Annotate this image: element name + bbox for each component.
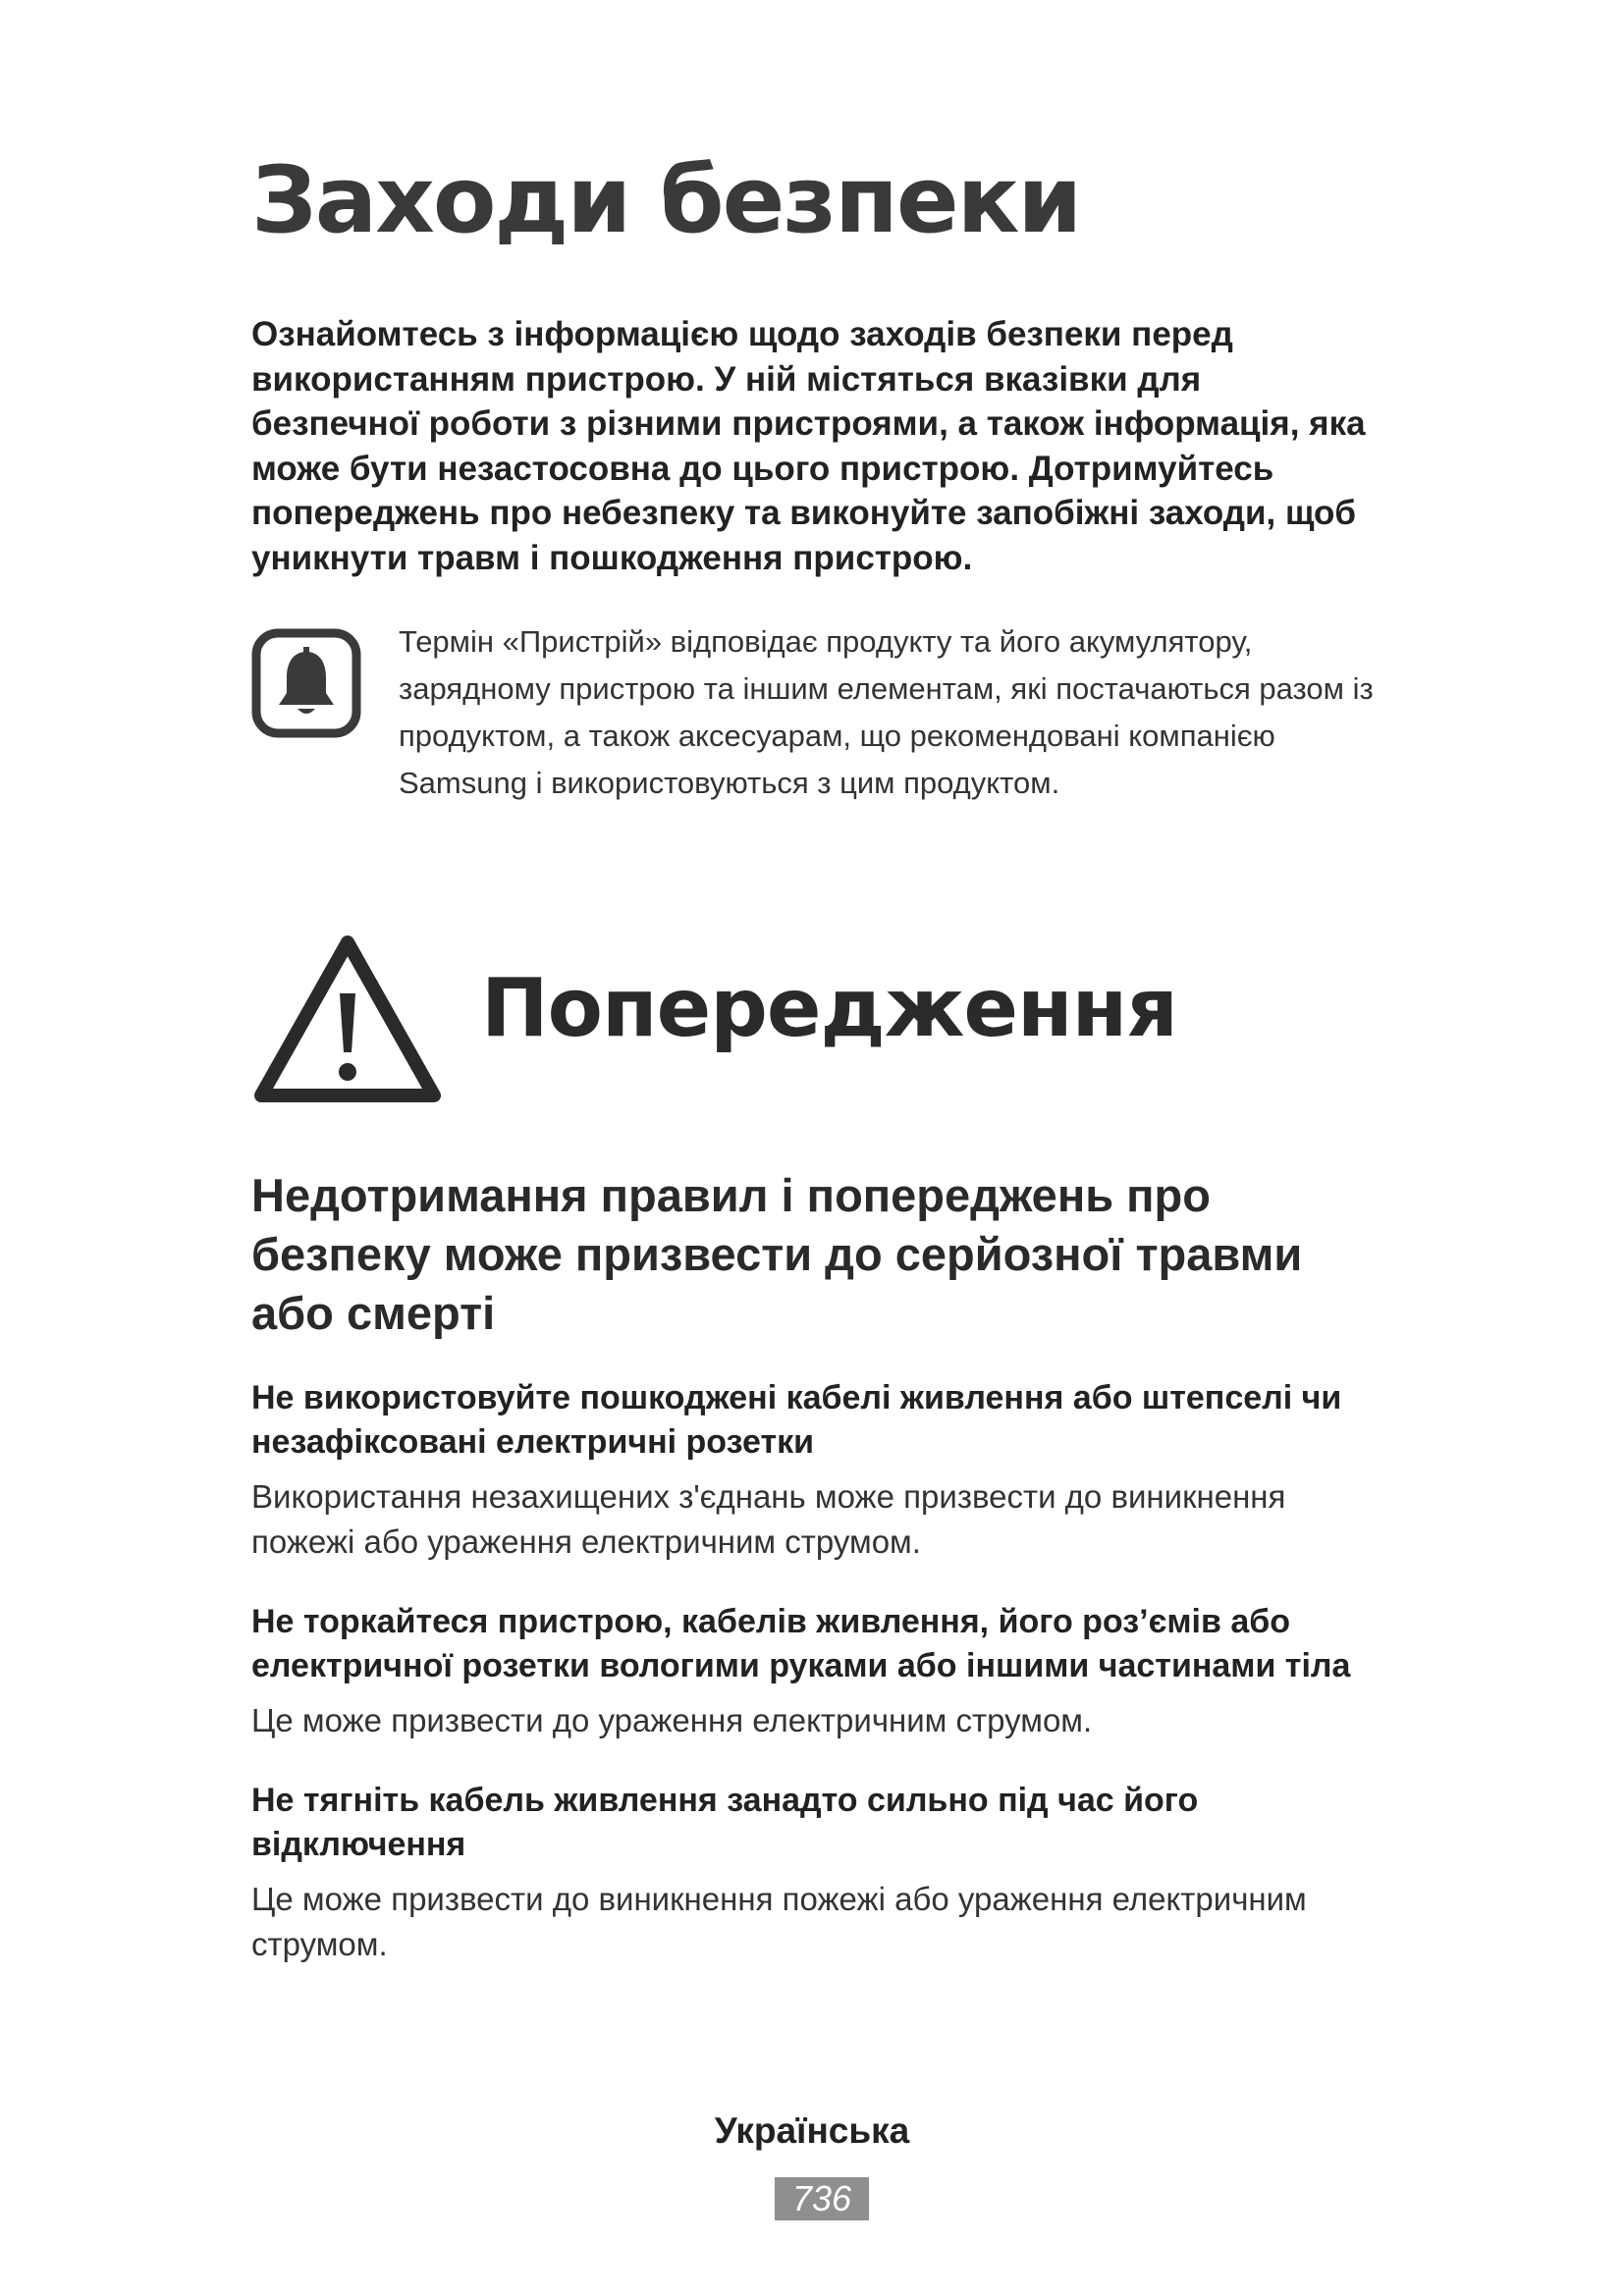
item-body: Це може призвести до виникнення пожежі або ураження електричним струмом. <box>251 1881 1307 1962</box>
page-number: 736 <box>775 2177 869 2220</box>
item-body: Це може призвести до ураження електричним струмом. <box>251 1702 1093 1738</box>
page-title: Заходи безпеки <box>251 147 1081 254</box>
item-body: Використання незахищених з'єднань може призвести до виникнення пожежі або ураження електричним струмом. <box>251 1478 1286 1560</box>
item-heading: Не торкайтеся пристрою, кабелів живлення, його роз’ємів або електричної розетки вологими руками або іншими частинами тіла <box>251 1603 1351 1684</box>
item-heading: Не тягніть кабель живлення занадто сильно під час його відключення <box>251 1782 1199 1863</box>
item-heading: Не використовуйте пошкоджені кабелі живлення або штепселі чи незафіксовані електричні розетки <box>251 1379 1342 1461</box>
warning-title: Попередження <box>481 962 1177 1055</box>
bell-icon <box>251 628 361 738</box>
safety-item <box>251 1600 1371 1743</box>
safety-item <box>251 1779 1371 1967</box>
note-text: Термін «Пристрій» відповідає продукту та його акумулятору, зарядному пристрою та іншим елементам, які постачаються разом із продуктом, а також аксесуарам, що рекомендовані компанією Samsung і використовуються з цим продуктом. <box>399 624 1374 800</box>
intro-paragraph: Ознайомтесь з інформацією щодо заходів безпеки перед використанням пристрою. У ній містяться вказівки для безпечної роботи з різними пристроями, а також інформація, яка може бути незастосовна до цього пристрою. Дотримуйтесь попереджень про небезпеку та виконуйте запобіжні заходи, щоб уникнути травм і пошкодження пристрою. <box>251 315 1366 577</box>
warning-triangle-icon <box>251 933 444 1105</box>
footer-language: Українська <box>714 2110 910 2151</box>
warning-header <box>251 933 1371 1109</box>
safety-items <box>251 1376 1371 2002</box>
section-title: Недотримання правил і попереджень про безпеку може призвести до серйозної травми або смерті <box>251 1169 1303 1339</box>
safety-item <box>251 1376 1371 1565</box>
